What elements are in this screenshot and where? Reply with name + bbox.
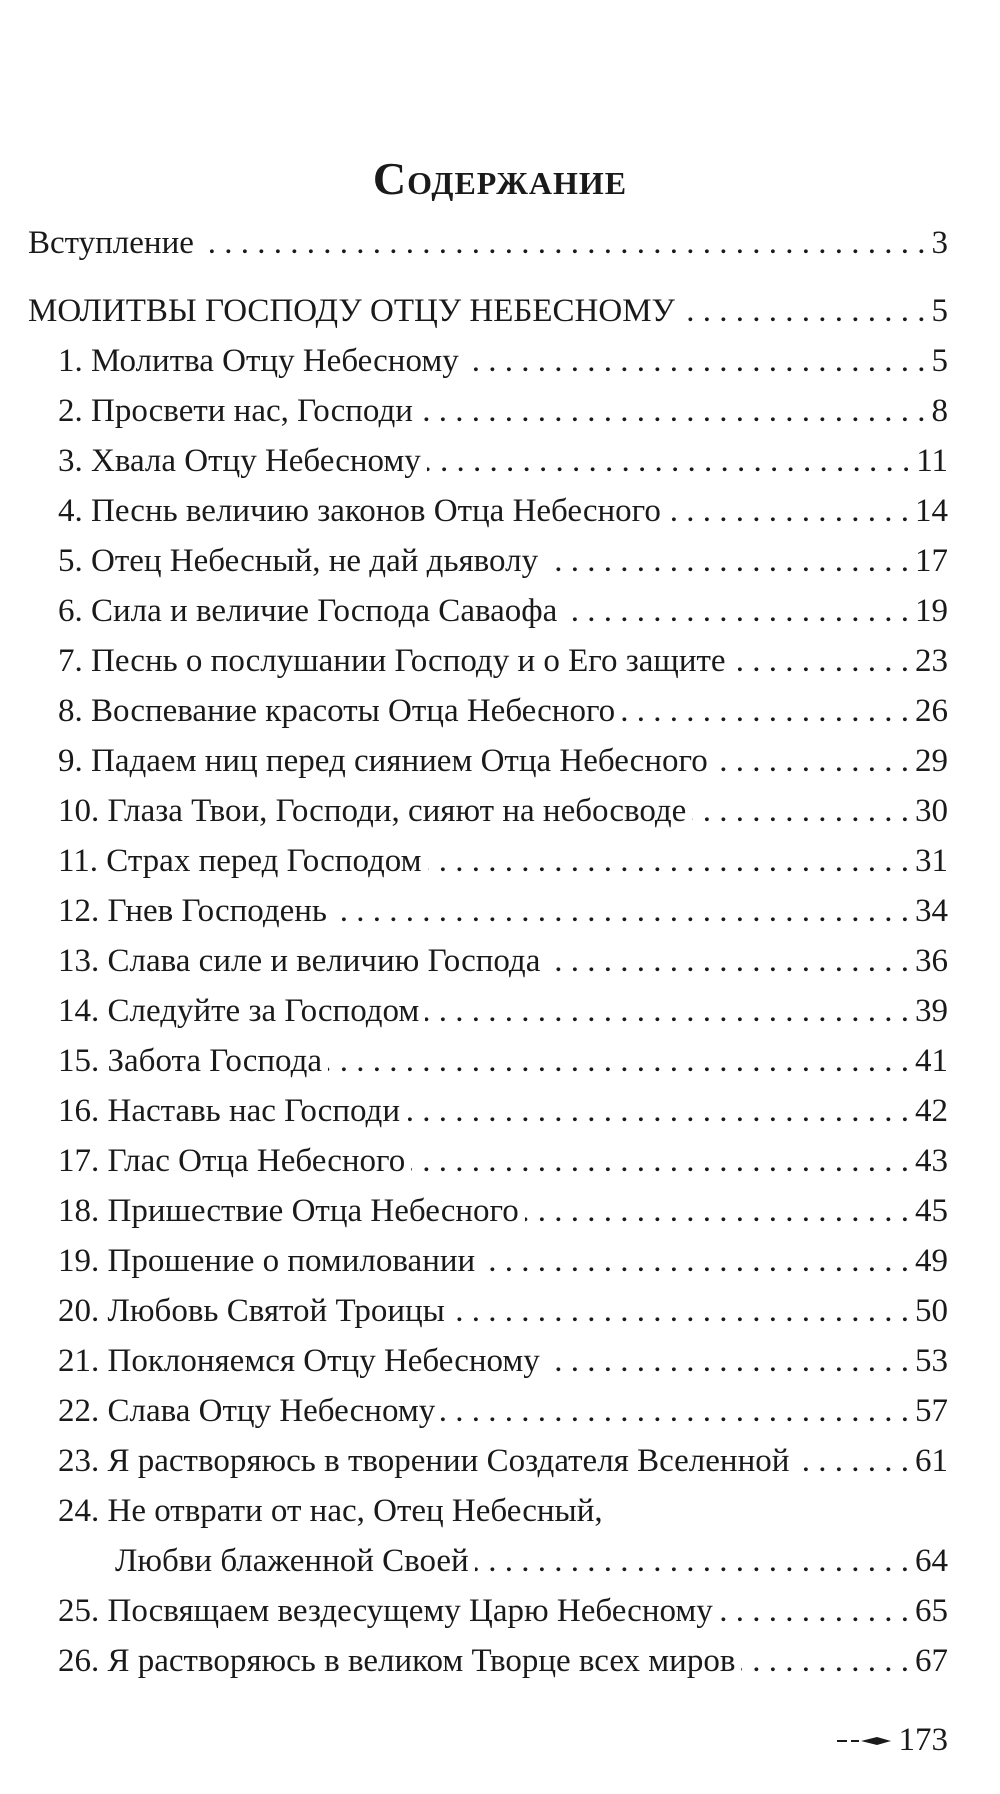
dot-leader bbox=[795, 1436, 909, 1486]
toc-entry-page: 11 bbox=[916, 443, 948, 479]
dot-leader bbox=[451, 1286, 909, 1336]
toc-entry-label: 21. Поклоняемся Отцу Небесному bbox=[58, 1343, 540, 1379]
toc-entry[interactable] bbox=[28, 1636, 948, 1686]
toc-entry-page: 8 bbox=[931, 393, 948, 429]
toc-entry[interactable] bbox=[28, 786, 948, 836]
page-title: Содержание bbox=[372, 152, 628, 204]
dot-leader bbox=[546, 1336, 909, 1386]
dot-leader bbox=[667, 486, 909, 536]
toc-entry-label: 2. Просвети нас, Господи bbox=[58, 393, 413, 429]
toc-entry-page: 61 bbox=[915, 1443, 948, 1479]
toc-entry-label: 18. Пришествие Отца Небесного bbox=[58, 1193, 519, 1229]
dot-leader bbox=[544, 536, 909, 586]
toc-entry[interactable] bbox=[28, 336, 948, 386]
toc-entry-page: 50 bbox=[915, 1293, 948, 1329]
ornament-arrow-icon bbox=[837, 1734, 893, 1748]
dot-leader bbox=[563, 586, 909, 636]
dot-leader bbox=[681, 286, 926, 336]
toc-entry[interactable] bbox=[28, 736, 948, 786]
toc-entry-label: Любви блаженной Своей bbox=[115, 1543, 469, 1579]
toc-entry[interactable] bbox=[28, 386, 948, 436]
dot-leader bbox=[714, 736, 909, 786]
toc-entry[interactable] bbox=[28, 936, 948, 986]
toc-entry[interactable] bbox=[28, 586, 948, 636]
toc-entry[interactable] bbox=[28, 536, 948, 586]
dot-leader bbox=[333, 886, 909, 936]
toc-entry-page: 65 bbox=[915, 1593, 948, 1629]
dot-leader bbox=[481, 1236, 909, 1286]
toc-entry-page: 43 bbox=[915, 1143, 948, 1179]
toc-entry[interactable] bbox=[28, 436, 948, 486]
toc-entry-page: 14 bbox=[915, 493, 948, 529]
toc-entry-page: 17 bbox=[915, 543, 948, 579]
toc-entry-label: 3. Хвала Отцу Небесному bbox=[58, 443, 421, 479]
toc-entry[interactable] bbox=[28, 1586, 948, 1636]
toc-entry-page: 23 bbox=[915, 643, 948, 679]
toc-entry-page: 42 bbox=[915, 1093, 948, 1129]
toc-entry[interactable] bbox=[28, 836, 948, 886]
toc-entry[interactable] bbox=[28, 1236, 948, 1286]
toc-entry[interactable] bbox=[28, 1436, 948, 1486]
toc-entry[interactable] bbox=[28, 1336, 948, 1386]
toc-entry-page: 57 bbox=[915, 1393, 948, 1429]
toc-entry-page: 39 bbox=[915, 993, 948, 1029]
toc-entry-label: Вступление bbox=[28, 225, 194, 261]
toc-entry-label: 24. Не отврати от нас, Отец Небесный, bbox=[58, 1493, 603, 1529]
table-of-contents bbox=[28, 218, 948, 1686]
dot-leader bbox=[475, 1536, 909, 1586]
toc-entry-label: 22. Слава Отцу Небесному bbox=[58, 1393, 436, 1429]
toc-entry-label: 7. Песнь о послушании Господу и о Его защите bbox=[58, 643, 726, 679]
toc-entry-label: 20. Любовь Святой Троицы bbox=[58, 1293, 445, 1329]
toc-entry-page: 36 bbox=[915, 943, 948, 979]
toc-entry-label: 4. Песнь величию законов Отца Небесного bbox=[58, 493, 661, 529]
toc-entry[interactable] bbox=[28, 1486, 948, 1536]
toc-entry-label: 16. Наставь нас Господи bbox=[58, 1093, 400, 1129]
toc-entry-page: 19 bbox=[915, 593, 948, 629]
toc-entry-page: 53 bbox=[915, 1343, 948, 1379]
toc-entry[interactable] bbox=[28, 1136, 948, 1186]
dot-leader bbox=[732, 636, 909, 686]
toc-entry[interactable] bbox=[28, 1386, 948, 1436]
toc-entry-page: 41 bbox=[915, 1043, 948, 1079]
dot-leader bbox=[441, 1386, 909, 1436]
dot-leader bbox=[411, 1136, 909, 1186]
toc-entry[interactable] bbox=[28, 886, 948, 936]
toc-entry-label: 19. Прошение о помиловании bbox=[58, 1243, 476, 1279]
toc-entry[interactable] bbox=[28, 686, 948, 736]
dot-leader bbox=[741, 1636, 909, 1686]
dot-leader bbox=[525, 1186, 909, 1236]
dot-leader bbox=[692, 786, 909, 836]
toc-entry-page: 45 bbox=[915, 1193, 948, 1229]
toc-entry-label: 25. Посвящаем вездесущему Царю Небесному bbox=[58, 1593, 713, 1629]
toc-items-list bbox=[28, 336, 948, 1686]
dot-leader bbox=[621, 686, 909, 736]
toc-entry-label: 17. Глас Отца Небесного bbox=[58, 1143, 406, 1179]
toc-entry[interactable] bbox=[28, 986, 948, 1036]
toc-entry-label: 23. Я растворяюсь в творении Создателя Вселенной bbox=[58, 1443, 790, 1479]
toc-entry[interactable] bbox=[28, 1086, 948, 1136]
toc-entry-label: 13. Слава силе и величию Господа bbox=[58, 943, 541, 979]
toc-entry[interactable] bbox=[28, 1036, 948, 1086]
toc-entry-page: 26 bbox=[915, 693, 948, 729]
page-number: 173 bbox=[898, 1722, 948, 1758]
dot-leader bbox=[719, 1586, 909, 1636]
toc-entry-label: 10. Глаза Твои, Господи, сияют на небосводе bbox=[58, 793, 687, 829]
toc-entry-label: 15. Забота Господа bbox=[58, 1043, 323, 1079]
toc-entry-page: 5 bbox=[931, 293, 948, 329]
toc-entry[interactable] bbox=[28, 1286, 948, 1336]
dot-leader bbox=[546, 936, 909, 986]
toc-entry[interactable] bbox=[28, 636, 948, 686]
toc-entry-intro[interactable] bbox=[28, 218, 948, 268]
toc-entry-page: 5 bbox=[931, 343, 948, 379]
dot-leader bbox=[328, 1036, 909, 1086]
toc-entry-continuation[interactable] bbox=[28, 1536, 948, 1586]
dot-leader bbox=[419, 386, 926, 436]
toc-entry-page: 29 bbox=[915, 743, 948, 779]
toc-entry-label: 1. Молитва Отцу Небесному bbox=[58, 343, 459, 379]
toc-entry-page: 67 bbox=[915, 1643, 948, 1679]
toc-entry-page: 64 bbox=[915, 1543, 948, 1579]
toc-entry-label: МОЛИТВЫ ГОСПОДУ ОТЦУ НЕБЕСНОМУ bbox=[28, 293, 675, 329]
dot-leader bbox=[406, 1086, 909, 1136]
toc-entry-label: 8. Воспевание красоты Отца Небесного bbox=[58, 693, 616, 729]
toc-entry-label: 12. Гнев Господень bbox=[58, 893, 327, 929]
toc-entry-page: 31 bbox=[915, 843, 948, 879]
toc-entry-label: 14. Следуйте за Господом bbox=[58, 993, 420, 1029]
toc-entry-page: 30 bbox=[915, 793, 948, 829]
toc-entry[interactable] bbox=[28, 486, 948, 536]
dot-leader bbox=[465, 336, 926, 386]
toc-entry-label: 11. Страх перед Господом bbox=[58, 843, 422, 879]
toc-entry-label: 26. Я растворяюсь в великом Творце всех миров bbox=[58, 1643, 736, 1679]
toc-entry-label: 5. Отец Небесный, не дай дьяволу bbox=[58, 543, 539, 579]
page-folio bbox=[837, 1722, 949, 1759]
dot-leader bbox=[200, 218, 926, 268]
dot-leader bbox=[427, 436, 910, 486]
toc-entry-label: 9. Падаем ниц перед сиянием Отца Небесного bbox=[58, 743, 708, 779]
toc-entry-label: 6. Сила и величие Господа Саваофа bbox=[58, 593, 558, 629]
toc-section-heading[interactable] bbox=[28, 286, 948, 336]
toc-entry-page: 49 bbox=[915, 1243, 948, 1279]
dot-leader bbox=[428, 836, 909, 886]
dot-leader bbox=[425, 986, 909, 1036]
toc-entry-page: 3 bbox=[931, 225, 948, 261]
toc-entry[interactable] bbox=[28, 1186, 948, 1236]
toc-entry-page: 34 bbox=[915, 893, 948, 929]
